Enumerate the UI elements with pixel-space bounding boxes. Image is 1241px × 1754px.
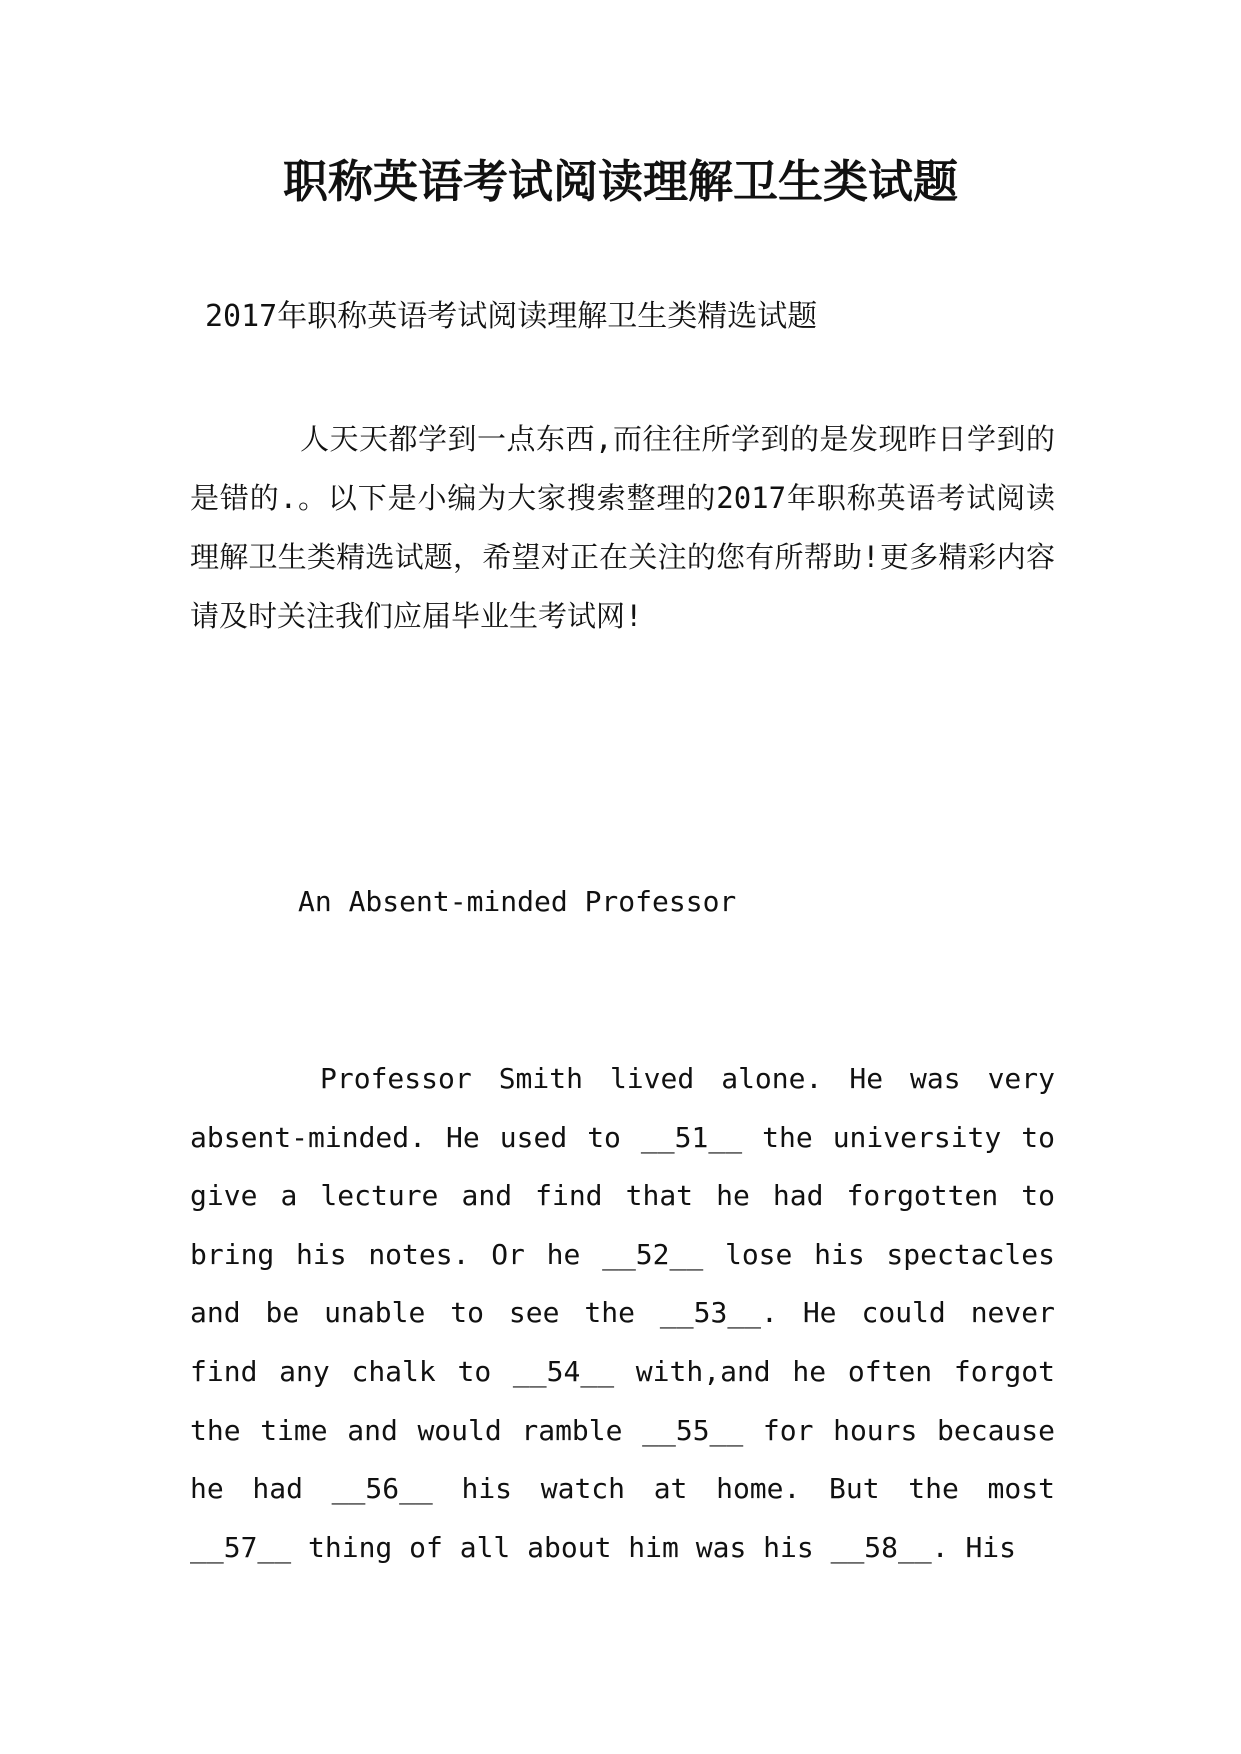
passage-paragraph: Professor Smith lived alone. He was very absent-minded. He used to __51__ the university to give a lecture and find that he had forgotten to bring his notes. Or he __52__ lose his spectacles and be unable to see the __53__. He could never find any chalk to __54__ with,and he often forgot the time and would ramble __55__ for hours because he had __56__ his watch at home. But the most __57__ thing of all about him was his __58__. His <box>190 1062 1055 1564</box>
document-title: 职称英语考试阅读理解卫生类试题 <box>282 155 958 208</box>
intro-paragraph: 人天天都学到一点东西,而往往所学到的是发现昨日学到的是错的.。以下是小编为大家搜索整理的2017年职称英语考试阅读理解卫生类精选试题，希望对正在关注的您有所帮助!更多精彩内容请及时关注我们应届毕业生考试网! <box>190 422 1055 633</box>
document-subtitle: 2017年职称英语考试阅读理解卫生类精选试题 <box>205 299 818 334</box>
passage-heading: An Absent-minded Professor <box>298 885 737 918</box>
